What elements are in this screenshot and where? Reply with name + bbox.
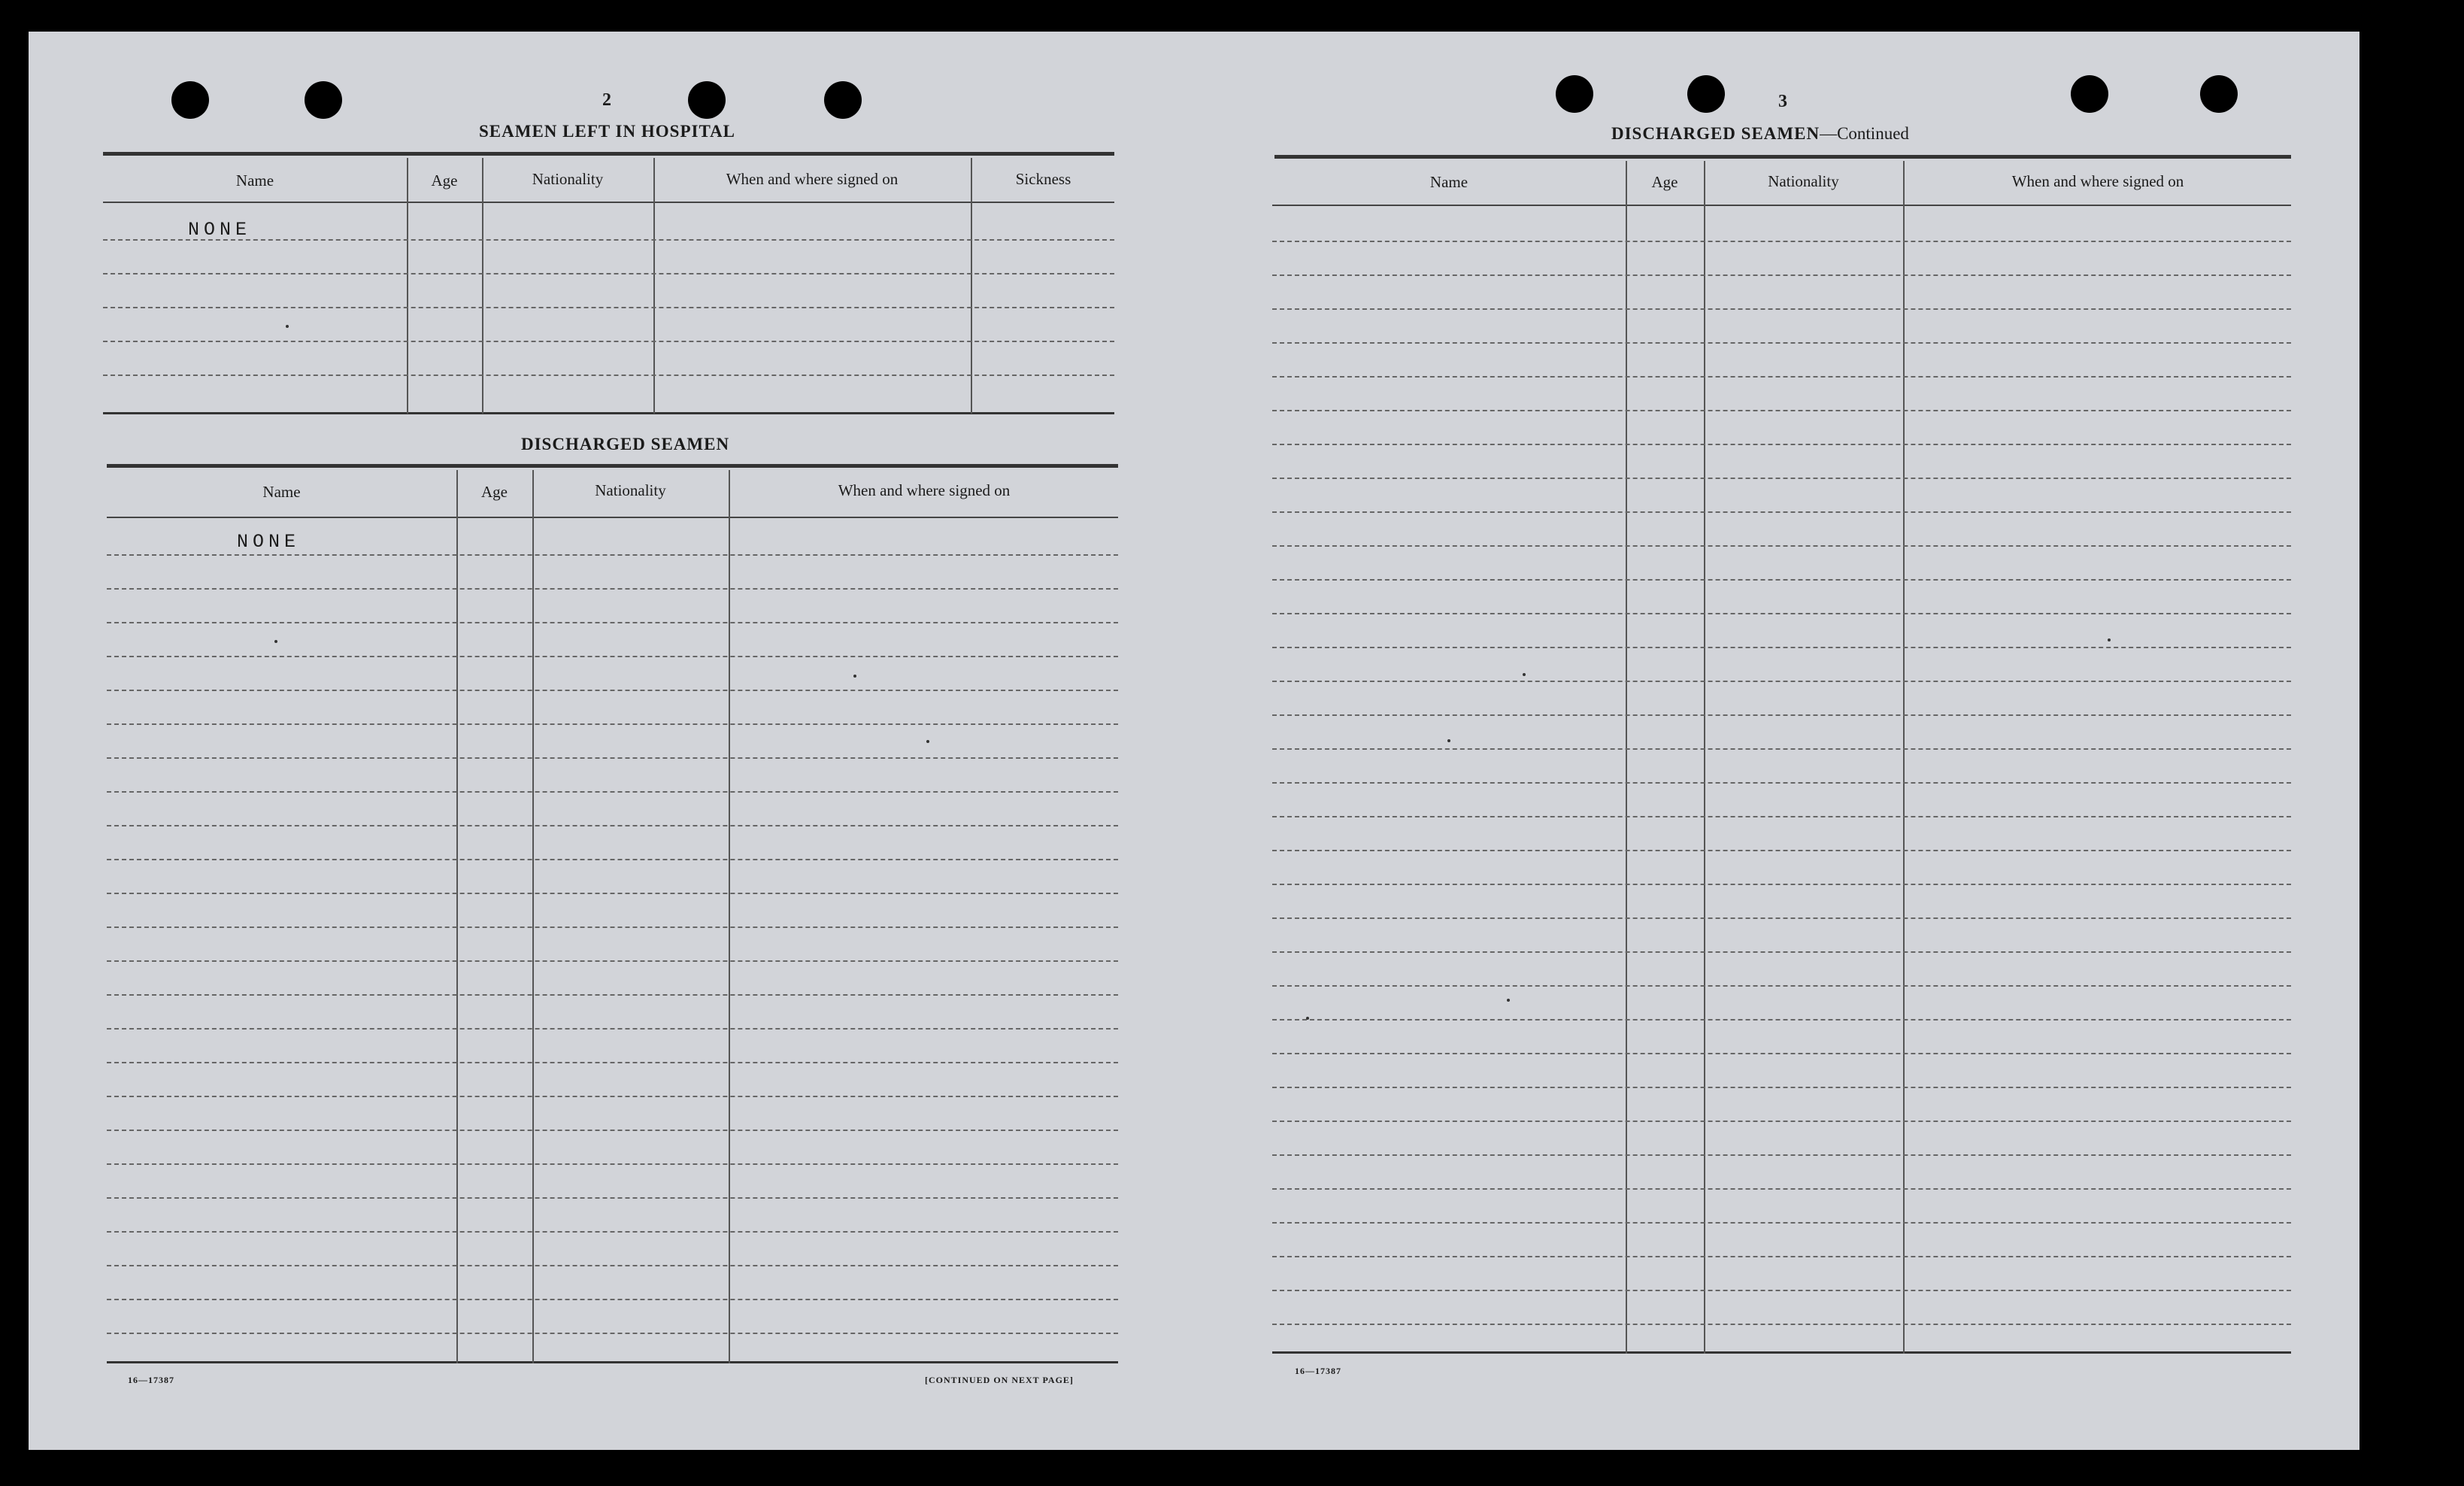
ledger-row-line — [107, 1163, 1118, 1165]
ledger-row-line — [107, 723, 1118, 725]
ledger-row-line — [107, 825, 1118, 826]
page-number-right: 3 — [1778, 92, 1787, 111]
punch-hole — [305, 81, 342, 119]
page-number-left: 2 — [602, 90, 611, 110]
ledger-row-line — [107, 554, 1118, 556]
ledger-row-line — [107, 757, 1118, 759]
hospital-entry-none: NONE — [188, 219, 252, 241]
ledger-row-line — [1272, 308, 2291, 310]
hospital-col-sickness: Sickness — [1015, 170, 1071, 188]
punch-hole — [1556, 75, 1593, 113]
discharged-col-signed-on-right: When and where signed on — [2011, 172, 2184, 190]
discharged-column-divider-right — [1704, 161, 1705, 1354]
ledger-row-line — [107, 1130, 1118, 1131]
ledger-sheet — [29, 32, 2359, 1450]
ledger-row-line — [107, 588, 1118, 590]
ink-fleck — [1447, 739, 1450, 742]
ledger-row-line — [1272, 951, 2291, 953]
ink-fleck — [286, 325, 289, 328]
ledger-row-line — [1272, 342, 2291, 344]
discharged-section-title-left: DISCHARGED SEAMEN — [521, 435, 730, 453]
hospital-bottom-rule — [103, 412, 1114, 414]
ledger-row-line — [1272, 241, 2291, 242]
discharged-col-signed-on-left: When and where signed on — [838, 481, 1011, 499]
ledger-row-line — [1272, 613, 2291, 614]
discharged-column-divider-left — [532, 470, 534, 1363]
ink-fleck — [1306, 1017, 1309, 1020]
ledger-row-line — [1272, 1222, 2291, 1224]
hospital-col-name: Name — [235, 171, 274, 190]
discharged-col-nationality-left: Nationality — [595, 481, 666, 499]
ledger-row-line — [1272, 1324, 2291, 1325]
ledger-row-line — [107, 1333, 1118, 1334]
ledger-row-line — [1272, 985, 2291, 987]
hospital-col-signed-on: When and where signed on — [726, 170, 899, 188]
hospital-row-line — [103, 341, 1114, 342]
discharged-top-rule-right — [1274, 155, 2291, 159]
ledger-row-line — [1272, 410, 2291, 411]
ledger-row-line — [1272, 1087, 2291, 1088]
ledger-row-line — [1272, 647, 2291, 648]
hospital-col-nationality: Nationality — [532, 170, 604, 188]
hospital-col-age: Age — [431, 171, 458, 190]
ink-fleck — [1523, 673, 1526, 676]
ledger-row-line — [1272, 884, 2291, 885]
ledger-row-line — [107, 926, 1118, 928]
hospital-header-rule — [103, 202, 1114, 203]
ledger-row-line — [107, 1062, 1118, 1063]
punch-hole — [171, 81, 209, 119]
ledger-row-line — [1272, 545, 2291, 547]
discharged-header-rule-right — [1272, 205, 2291, 206]
discharged-column-divider-left — [456, 470, 458, 1363]
ledger-row-line — [1272, 1154, 2291, 1156]
ledger-row-line — [1272, 1053, 2291, 1054]
ledger-row-line — [107, 1197, 1118, 1199]
discharged-col-name-right: Name — [1429, 173, 1468, 191]
ledger-row-line — [107, 690, 1118, 691]
discharged-column-divider-left — [729, 470, 730, 1363]
ledger-row-line — [1272, 816, 2291, 817]
ledger-row-line — [107, 656, 1118, 657]
ledger-row-line — [1272, 748, 2291, 750]
punch-hole — [2071, 75, 2108, 113]
ledger-row-line — [107, 960, 1118, 962]
ink-fleck — [926, 740, 929, 743]
ledger-row-line — [107, 1028, 1118, 1030]
discharged-bottom-rule-right — [1272, 1351, 2291, 1354]
ink-fleck — [274, 640, 277, 643]
hospital-section-title: SEAMEN LEFT IN HOSPITAL — [479, 122, 736, 141]
discharged-column-divider-right — [1903, 161, 1905, 1354]
discharged-entry-none: NONE — [237, 531, 301, 553]
discharged-section-title-right — [1611, 124, 1909, 144]
ledger-row-line — [1272, 511, 2291, 513]
hospital-top-rule — [103, 152, 1114, 156]
punch-hole — [2200, 75, 2238, 113]
discharged-col-age-right: Age — [1651, 173, 1678, 191]
ledger-row-line — [1272, 478, 2291, 479]
ledger-row-line — [107, 1299, 1118, 1300]
discharged-col-name-left: Name — [262, 483, 301, 501]
discharged-title-main: DISCHARGED SEAMEN — [1611, 124, 1820, 143]
ledger-row-line — [107, 994, 1118, 996]
ledger-row-line — [1272, 782, 2291, 784]
discharged-bottom-rule-left — [107, 1361, 1118, 1363]
ledger-row-line — [1272, 850, 2291, 851]
hospital-row-line — [103, 273, 1114, 274]
discharged-col-nationality-right: Nationality — [1768, 172, 1839, 190]
hospital-row-line — [103, 239, 1114, 241]
ink-fleck — [2108, 638, 2111, 641]
ledger-row-line — [107, 893, 1118, 894]
continued-note: [CONTINUED ON NEXT PAGE] — [925, 1375, 1074, 1385]
ledger-row-line — [1272, 1290, 2291, 1291]
discharged-top-rule-left — [107, 464, 1118, 468]
ledger-row-line — [1272, 579, 2291, 581]
ledger-row-line — [1272, 444, 2291, 445]
ledger-row-line — [1272, 681, 2291, 682]
form-number-right: 16—17387 — [1295, 1366, 1341, 1376]
ledger-row-line — [1272, 1019, 2291, 1020]
ledger-row-line — [1272, 376, 2291, 378]
ink-fleck — [1507, 999, 1510, 1002]
ink-fleck — [853, 675, 856, 678]
punch-hole — [688, 81, 726, 119]
ledger-row-line — [107, 859, 1118, 860]
punch-hole — [1687, 75, 1725, 113]
ledger-row-line — [1272, 714, 2291, 716]
ledger-row-line — [107, 1265, 1118, 1266]
ledger-row-line — [1272, 1256, 2291, 1257]
ledger-row-line — [107, 1096, 1118, 1097]
hospital-row-line — [103, 307, 1114, 308]
hospital-row-line — [103, 375, 1114, 376]
discharged-title-continued: —Continued — [1820, 124, 1909, 143]
discharged-col-age-left: Age — [481, 483, 508, 501]
discharged-header-rule-left — [107, 517, 1118, 518]
ledger-row-line — [107, 791, 1118, 793]
ledger-row-line — [1272, 1121, 2291, 1122]
ledger-row-line — [107, 1231, 1118, 1233]
ledger-row-line — [107, 622, 1118, 623]
punch-hole — [824, 81, 862, 119]
form-number-left: 16—17387 — [128, 1375, 174, 1385]
ledger-row-line — [1272, 1188, 2291, 1190]
discharged-column-divider-right — [1626, 161, 1627, 1354]
ledger-row-line — [1272, 917, 2291, 919]
ledger-row-line — [1272, 274, 2291, 276]
